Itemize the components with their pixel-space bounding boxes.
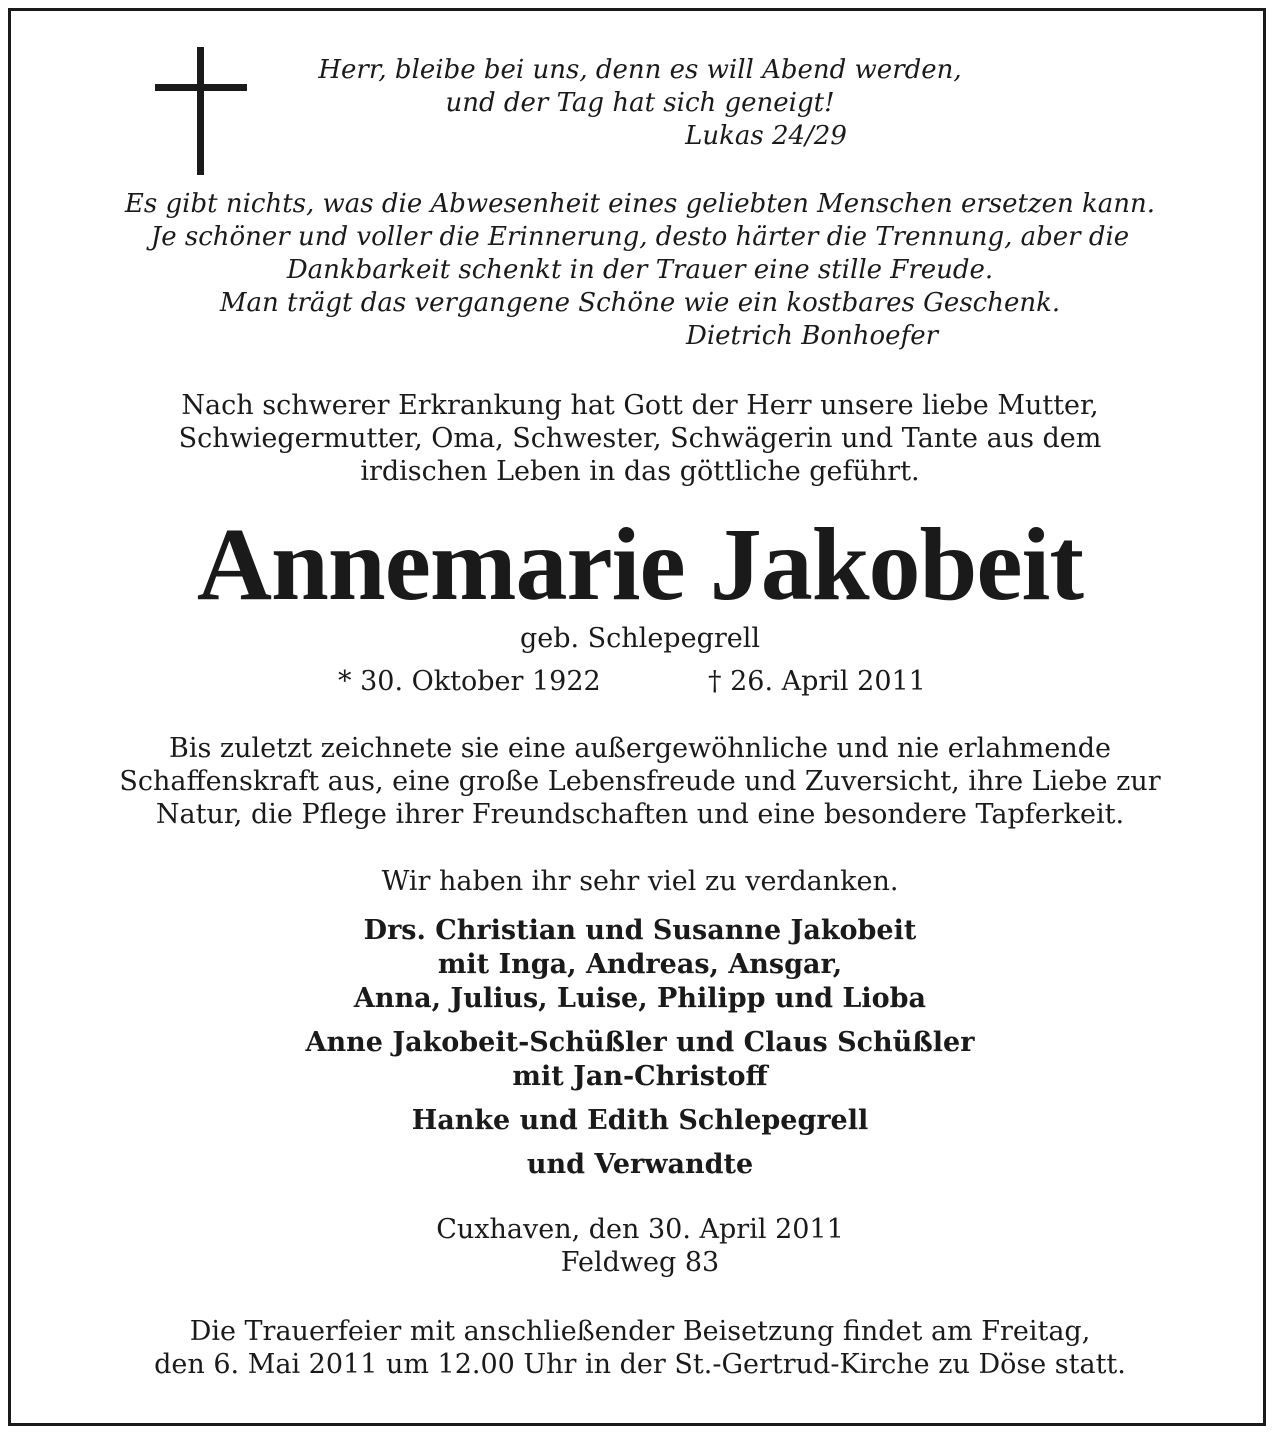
- thanks-line: Wir haben ihr sehr viel zu verdanken.: [381, 866, 899, 897]
- mourners-group-2: [0, 1026, 1280, 1094]
- mourner-line: Drs. Christian und Susanne Jakobeit: [363, 915, 917, 946]
- place-address: Feldweg 83: [560, 1247, 720, 1278]
- verse-line: Man trägt das vergangene Schöne wie ein kostbares Geschenk.: [219, 288, 1061, 318]
- place-date: Cuxhaven, den 30. April 2011: [436, 1214, 844, 1245]
- funeral-info: [0, 1315, 1280, 1381]
- death-date: † 26. April 2011: [708, 666, 926, 697]
- verse-line: Es gibt nichts, was die Abwesenheit eines geliebten Menschen ersetzen kann.: [124, 189, 1156, 219]
- tribute-text: [0, 732, 1280, 831]
- tribute-line: Natur, die Pflege ihrer Freundschaften und eine besondere Tapferkeit.: [155, 799, 1125, 830]
- place-block: [0, 1213, 1280, 1279]
- intro-line: Schwiegermutter, Oma, Schwester, Schwägerin und Tante aus dem: [178, 423, 1102, 454]
- verse-line: Dankbarkeit schenkt in der Trauer eine stille Freude.: [286, 255, 994, 285]
- verse-line: Herr, bleibe bei uns, denn es will Abend werden,: [318, 55, 962, 85]
- verse-line: und der Tag hat sich geneigt!: [445, 88, 835, 118]
- verse-bonhoeffer: [0, 188, 1280, 353]
- mourner-line: mit Inga, Andreas, Ansgar,: [437, 949, 843, 980]
- deceased-name: Annemarie Jakobeit: [196, 507, 1084, 622]
- mourners-group-1: [0, 914, 1280, 1016]
- tribute-line: Bis zuletzt zeichnete sie eine außergewöhnliche und nie erlahmende: [168, 733, 1112, 764]
- intro-text: [0, 389, 1280, 488]
- funeral-line: Die Trauerfeier mit anschließender Beisetzung findet am Freitag,: [189, 1316, 1091, 1347]
- funeral-line: den 6. Mai 2011 um 12.00 Uhr in der St.-Gertrud-Kirche zu Döse statt.: [154, 1349, 1126, 1380]
- verse-line: Je schöner und voller die Erinnerung, desto härter die Trennung, aber die: [150, 222, 1130, 252]
- intro-line: irdischen Leben in das göttliche geführt.: [360, 456, 920, 487]
- verse-source: Lukas 24/29: [685, 121, 847, 151]
- mourner-line: Anna, Julius, Luise, Philipp und Lioba: [353, 983, 927, 1014]
- mourner-line: Anne Jakobeit-Schüßler und Claus Schüßler: [305, 1027, 975, 1058]
- tribute-line: Schaffenskraft aus, eine große Lebensfreude und Zuversicht, ihre Liebe zur: [119, 766, 1161, 797]
- verse-lukas: [0, 54, 1280, 153]
- birth-date: * 30. Oktober 1922: [338, 666, 601, 697]
- mourners-group-4: und Verwandte: [526, 1149, 754, 1180]
- maiden-name: geb. Schlepegrell: [519, 623, 761, 654]
- mourner-line: mit Jan-Christoff: [512, 1061, 768, 1092]
- verse-source: Dietrich Bonhoefer: [685, 321, 939, 351]
- intro-line: Nach schwerer Erkrankung hat Gott der Herr unsere liebe Mutter,: [181, 390, 1099, 421]
- mourners-group-3: Hanke und Edith Schlepegrell: [411, 1105, 869, 1136]
